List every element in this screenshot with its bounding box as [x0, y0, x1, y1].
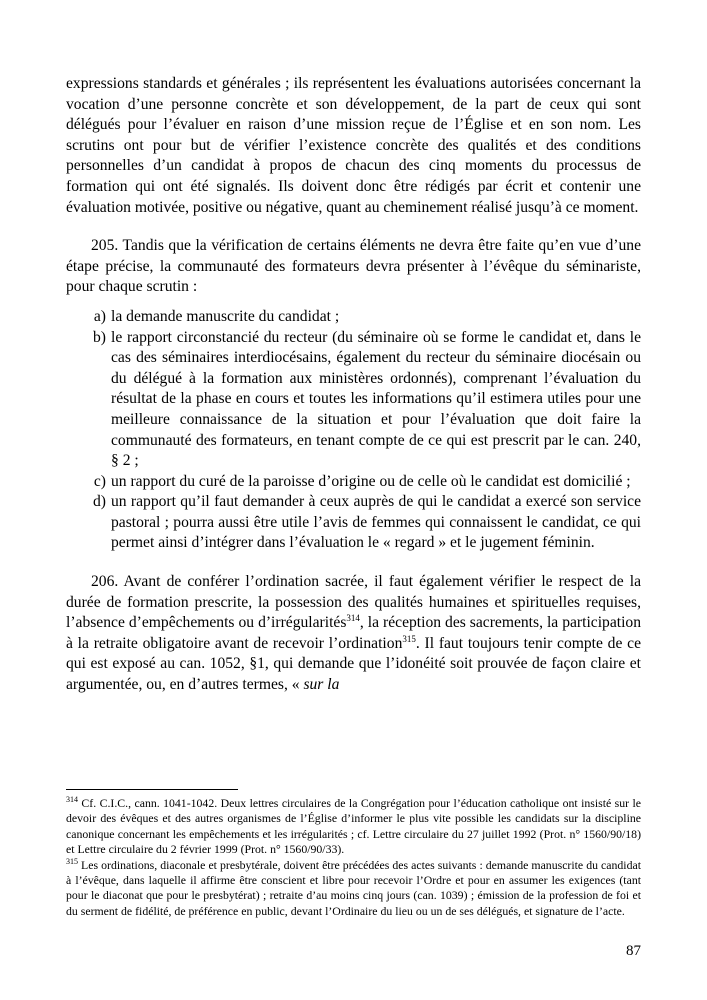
- paragraph-continuation: expressions standards et générales ; ils représentent les évaluations autorisées concernant la vocation d’une personne concrète et son développement, de la part de ceux qui sont délégués pour l’évaluer en raison d’une mission reçue de l’Église et en son nom. Les scrutins ont pour but de vérifier l’existence concrète des qualités et des conditions personnelles d’un candidat à propos de chacun des cinq moments du processus de formation qui ont été signalés. Ils doivent donc être rédigés par écrit et contenir une évaluation motivée, positive ou négative, quant au cheminement réalisé jusqu’à ce moment.: [66, 75, 641, 216]
- footnote-text: Cf. C.I.C., cann. 1041-1042. Deux lettres circulaires de la Congrégation pour l’éducation catholique ont insisté sur le devoir des évêques et des autres organismes de l’Église d’informer le plus vite possible les candidats sur la discipline canonique concernant les empêchements et les irrégularités ; cf. Lettre circulaire du 27 juillet 1992 (Prot. n° 1560/90/18) et Lettre circulaire du 2 février 1999 (Prot. n° 1560/90/33).: [66, 796, 641, 857]
- list-item: [66, 307, 641, 328]
- footnote-number: 314: [66, 795, 78, 805]
- list-item-text: le rapport circonstancié du recteur (du séminaire où se forme le candidat et, dans le cas des séminaires interdiocésains, également du recteur du séminaire diocésain ou du délégué à la formation aux ministères ordonnés), comprenant l’évaluation du résultat de la phase en cours et toutes les informations qu’il estimera utiles pour une meilleure connaissance de la situation et pour l’évaluation que doit faire la communauté des formateurs, en tenant compte de ce qui est prescrit par le can. 240, § 2 ;: [111, 328, 641, 470]
- footnote-ref-314[interactable]: 314: [346, 613, 360, 624]
- footnote-number: 315: [66, 856, 78, 866]
- paragraph-206-text-c: . Il faut toujours tenir compte de ce qui est exposé au can. 1052, §1, qui demande que l’idonéité soit prouvée de façon claire et argumentée, ou, en d’autres termes, «: [66, 634, 641, 694]
- footnote-315: [66, 858, 641, 920]
- list-marker: c): [93, 472, 106, 490]
- footnote-ref-315[interactable]: 315: [402, 633, 416, 644]
- paragraph-206-text-b: , la réception des sacrements, la participation à la retraite obligatoire avant de recevoir l’ordination: [66, 614, 642, 652]
- paragraph-206-italic: sur la: [303, 676, 340, 694]
- list-marker: a): [93, 307, 106, 325]
- list-marker: d): [93, 493, 106, 511]
- paragraph-206: [66, 572, 641, 696]
- list-item-text: un rapport qu’il faut demander à ceux auprès de qui le candidat a exercé son service pastoral ; pourra aussi être utile l’avis de femmes qui connaissent le candidat, ce qui permet ainsi d’intégrer dans l’évaluation le « regard » et le jugement féminin.: [111, 493, 641, 552]
- document-body: [66, 74, 641, 696]
- list-item: [66, 328, 641, 472]
- list-item-text: la demande manuscrite du candidat ;: [111, 307, 340, 325]
- list-marker: b): [93, 328, 106, 346]
- footnotes: [66, 796, 641, 919]
- paragraph-206-text-a: 206. Avant de conférer l’ordination sacrée, il faut également vérifier le respect de la durée de formation prescrite, la possession des qualités humaines et spirituelles requises, l’absence d’empêchements ou d’irrégularités: [66, 573, 641, 632]
- footnote-separator: [66, 789, 238, 790]
- paragraph-205: 205. Tandis que la vérification de certains éléments ne devra être faite qu’en vue d’une étape précise, la communauté des formateurs devra présenter à l’évêque du séminariste, pour chaque scrutin :: [66, 237, 641, 296]
- list-item: [66, 472, 641, 493]
- footnote-314: [66, 796, 641, 858]
- list-item-text: un rapport du curé de la paroisse d’origine ou de celle où le candidat est domicilié ;: [111, 472, 631, 490]
- footnote-text: Les ordinations, diaconale et presbytérale, doivent être précédées des actes suivants : demande manuscrite du candidat à l’évêque, dans laquelle il affirme être conscient et libre pour recevoir l’Ordre et pour en assumer les exigences (tant pour le diaconat que pour le presbytérat) ; retraite d’au moins cinq jours (can. 1039) ; émission de la profession de foi et du serment de fidélité, de préférence en public, devant l’Ordinaire du lieu ou un de ses délégués, et signature de l’acte.: [66, 857, 641, 918]
- list-item: [66, 492, 641, 554]
- page-number: 87: [626, 943, 641, 959]
- scrutin-list: [66, 307, 641, 554]
